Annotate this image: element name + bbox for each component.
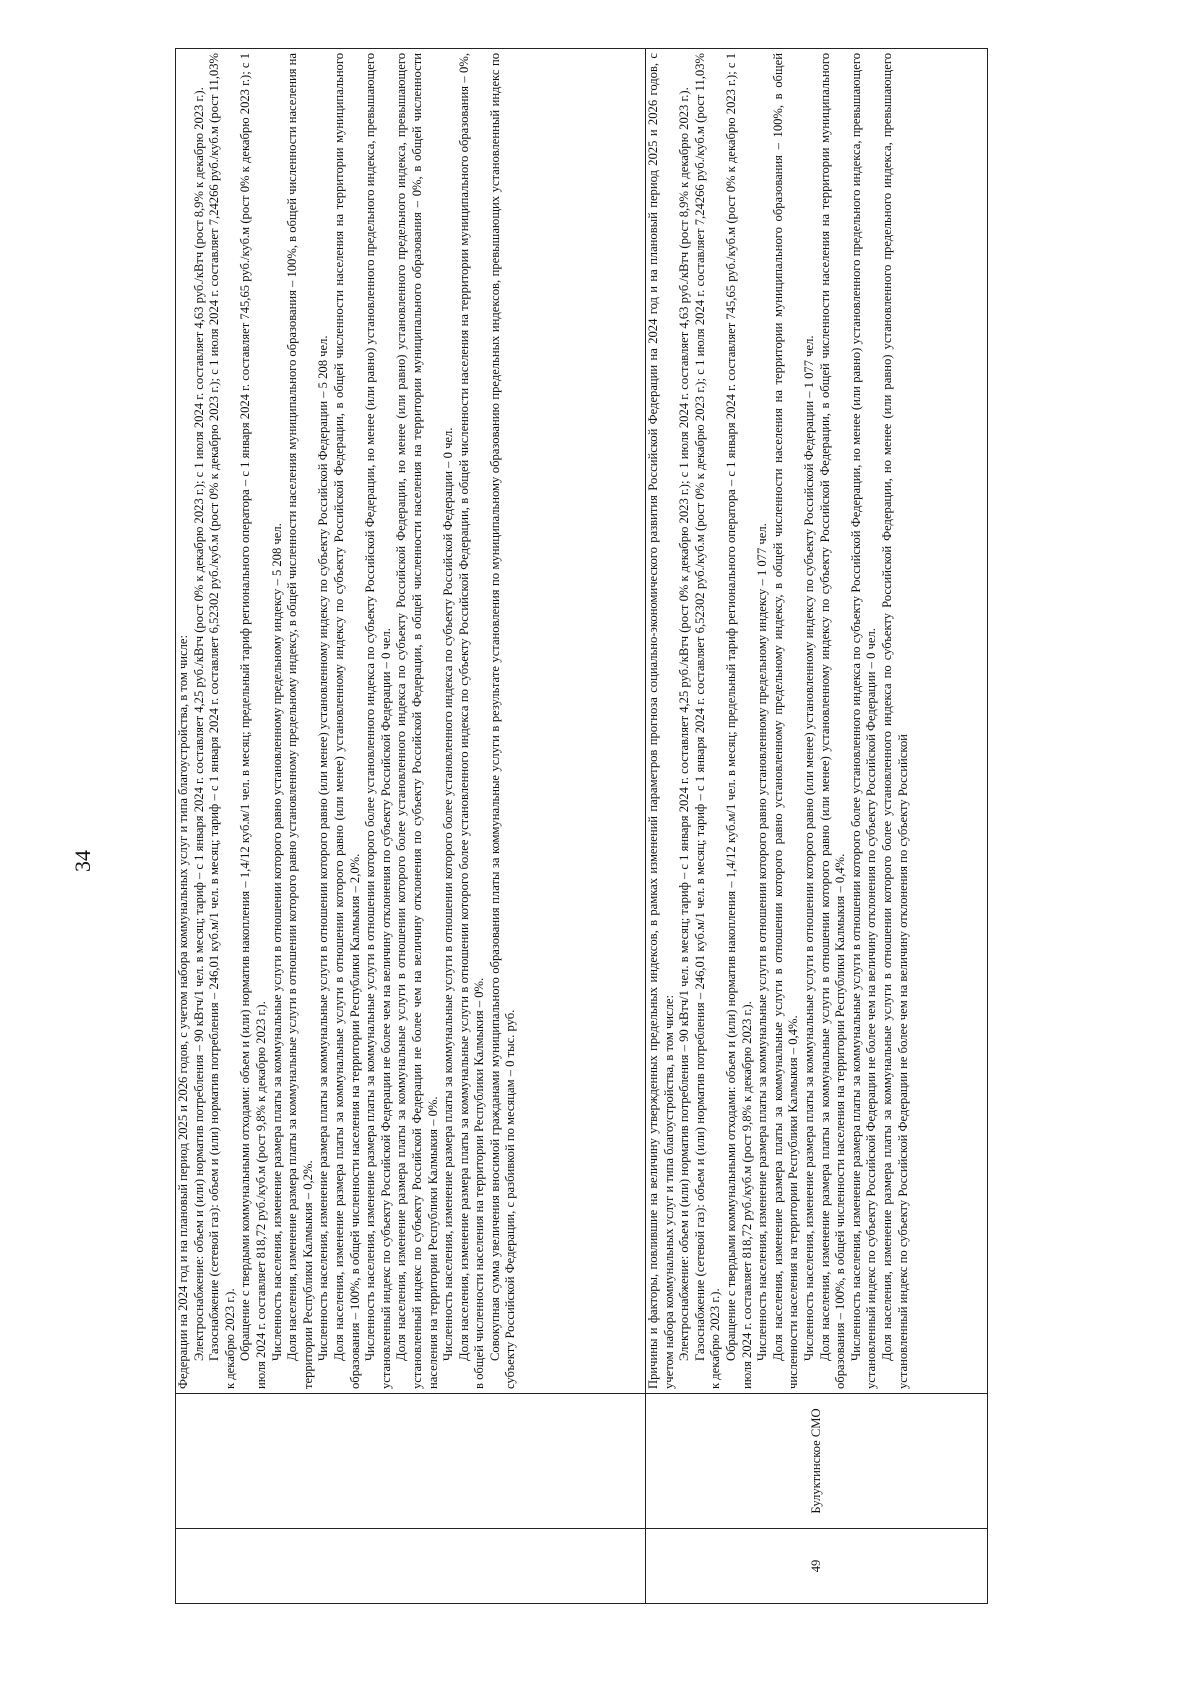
description-paragraph: Обращение с твердыми коммунальными отходами: объем и (или) норматив накопления – 1,4/12 куб.м/1 чел. в месяц; предельный тариф регионального оператора – с 1 января 2024 г. составляет 745,65 руб./куб.м (рост 0% к декабрю 2023 г.); с 1 июля 2024 г. составляет 818,72 руб./куб.м (рост 9,8% к декабрю 2023 г.). bbox=[238, 53, 268, 1389]
table-row bbox=[646, 49, 988, 1604]
municipality-name-cell: Булуктинское СМО bbox=[646, 1394, 988, 1529]
description-paragraph: Численность населения, изменение размера платы за коммунальные услуги в отношении которого более установленного индекса по субъекту Российской Федерации, но менее (или равно) установленного предельного индекса, превышающего установленный индекс по субъекту Российской Федерации не более чем на величину отклонения по субъекту Российской Федерации – 0 чел. bbox=[363, 53, 393, 1389]
description-paragraph: Доля населения, изменение размера платы за коммунальные услуги в отношении которого равно (или менее) установленному индексу по субъекту Российской Федерации, в общей численности населения на территории муниципального образования – 100%, в общей численности населения на территории Республики Калмыкия – 2,0%. bbox=[331, 53, 362, 1389]
description-paragraph: Численность населения, изменение размера платы за коммунальные услуги в отношении которого равно установленному предельному индексу – 1 077 чел. bbox=[755, 523, 770, 1361]
description-paragraph: Электроснабжение: объем и (или) норматив потребления – 90 кВтч/1 чел. в месяц; тариф – с 1 января 2024 г. составляет 4,25 руб./кВтч (рост 0% к декабрю 2023 г.); с 1 июля 2024 г. составляет 4,63 руб./кВтч (рост 8,9% к декабрю 2023 г.). bbox=[191, 87, 206, 1361]
description-cell bbox=[646, 49, 988, 1394]
table-row bbox=[176, 49, 646, 1604]
description-paragraph: Доля населения, изменение размера платы за коммунальные услуги в отношении которого равно (или менее) установленному индексу по субъекту Российской Федерации, в общей численности населения на территории муниципального образования – 100%, в общей численности населения на территории Республики Калмыкия – 0,4%. bbox=[817, 53, 848, 1389]
description-paragraph: Федерации на 2024 год и на плановый период 2025 и 2026 годов, с учетом набора коммунальных услуг и типа благоустройства, в том числе: bbox=[176, 635, 190, 1389]
document-table bbox=[175, 48, 988, 1604]
description-paragraph: Доля населения, изменение размера платы за коммунальные услуги в отношении которого более установленного индекса по субъекту Российской Федерации, но менее (или равно) установленного предельного индекса, превышающего установленный индекс по субъекту Российской Федерации не более чем на величину отклонения по субъекту Российской bbox=[879, 53, 910, 1389]
description-paragraph: Газоснабжение (сетевой газ): объем и (или) норматив потребления – 246,01 куб.м/1 чел. в месяц; тариф – с 1 января 2024 г. составляет 6,52302 руб./куб.м (рост 0% к декабрю 2023 г.); с 1 июля 2024 г. составляет 7,24266 руб./куб.м (рост 11,03% к декабрю 2023 г.). bbox=[692, 53, 723, 1389]
description-paragraph: Доля населения, изменение размера платы за коммунальные услуги в отношении которого равно установленному предельному индексу, в общей численности населения на территории муниципального образования – 100%, в общей численности населения на территории Республики Калмыкия – 0,4%. bbox=[770, 53, 801, 1389]
description-paragraph: Газоснабжение (сетевой газ): объем и (или) норматив потребления – 246,01 куб.м/1 чел. в месяц; тариф – с 1 января 2024 г. составляет 6,52302 руб./куб.м (рост 0% к декабрю 2023 г.); с 1 июля 2024 г. составляет 7,24266 руб./куб.м (рост 11,03% к декабрю 2023 г.). bbox=[207, 53, 237, 1389]
description-paragraph: Численность населения, изменение размера платы за коммунальные услуги в отношении которого более установленного индекса по субъекту Российской Федерации, но менее (или равно) установленного предельного индекса, превышающего установленный индекс по субъекту Российской Федерации не более чем на величину отклонения по субъекту Российской Федерации – 0 чел. bbox=[848, 53, 879, 1389]
row-number-cell: 49 bbox=[646, 1529, 988, 1604]
description-paragraph: Электроснабжение: объем и (или) норматив потребления – 90 кВтч/1 чел. в месяц; тариф – с 1 января 2024 г. составляет 4,25 руб./кВтч (рост 0% к декабрю 2023 г.); с 1 июля 2024 г. составляет 4,63 руб./кВтч (рост 8,9% к декабрю 2023 г.). bbox=[677, 87, 692, 1361]
description-paragraph: Численность населения, изменение размера платы за коммунальные услуги в отношении которого равно установленному предельному индексу – 5 208 чел. bbox=[269, 523, 284, 1361]
description-paragraph: Совокупная сумма увеличения вносимой гражданами муниципального образования платы за коммунальные услуги в результате установления по муниципальному образованию предельных индексов, превышающих установленный индекс по субъекту Российской Федерации, с разбивкой по месяцам – 0 тыс. руб. bbox=[487, 53, 518, 1389]
description-paragraph: Численность населения, изменение размера платы за коммунальные услуги в отношении которого более установленного индекса по субъекту Российской Федерации – 0 чел. bbox=[441, 427, 456, 1361]
description-paragraph: Обращение с твердыми коммунальными отходами: объем и (или) норматив накопления – 1,4/12 куб.м/1 чел. в месяц; предельный тариф регионального оператора – с 1 января 2024 г. составляет 745,65 руб./куб.м (рост 0% к декабрю 2023 г.); с 1 июля 2024 г. составляет 818,72 руб./куб.м (рост 9,8% к декабрю 2023 г.). bbox=[723, 53, 754, 1389]
description-paragraph: Доля населения, изменение размера платы за коммунальные услуги в отношении которого более установленного индекса по субъекту Российской Федерации, но менее (или равно) установленного предельного индекса, превышающего установленный индекс по субъекту Российской Федерации не более чем на величину отклонения по субъекту Российской Федерации, в общей численности населения на территории муниципального образования – 0%, в общей численности населения на территории Республики Калмыкия – 0%. bbox=[394, 53, 440, 1389]
description-paragraph: Доля населения, изменение размера платы за коммунальные услуги в отношении которого равно установленному предельному индексу, в общей численности населения муниципального образования – 100%, в общей численности населения на территории Республики Калмыкия – 0,2%. bbox=[285, 52, 315, 1389]
row-number-cell bbox=[176, 1529, 646, 1604]
page-number: 34 bbox=[70, 850, 95, 872]
description-paragraph: Численность населения, изменение размера платы за коммунальные услуги в отношении которого равно (или менее) установленному индексу по субъекту Российской Федерации – 1 077 чел. bbox=[801, 335, 816, 1361]
description-paragraph: Причины и факторы, повлившие на величину утвержденных предельных индексов, в рамках изменений параметров прогноза социально-экономического развития Российской Федерации на 2024 год и на плановый период 2025 и 2026 годов, с учетом набора коммунальных услуг и типа благоустройства, в том числе: bbox=[646, 53, 676, 1389]
description-cell bbox=[176, 49, 646, 1394]
description-paragraph: Доля населения, изменение размера платы за коммунальные услуги в отношении которого более установленного индекса по субъекту Российской Федерации, в общей численности населения на территории муниципального образования – 0%, в общей численности населения на территории Республики Калмыкия – 0%. bbox=[456, 53, 487, 1389]
document-table-rotated bbox=[175, 49, 987, 1604]
description-paragraph: Численность населения, изменение размера платы за коммунальные услуги в отношении которого равно (или менее) установленному индексу по субъекту Российской Федерации – 5 208 чел. bbox=[316, 335, 331, 1361]
municipality-name-cell bbox=[176, 1394, 646, 1529]
